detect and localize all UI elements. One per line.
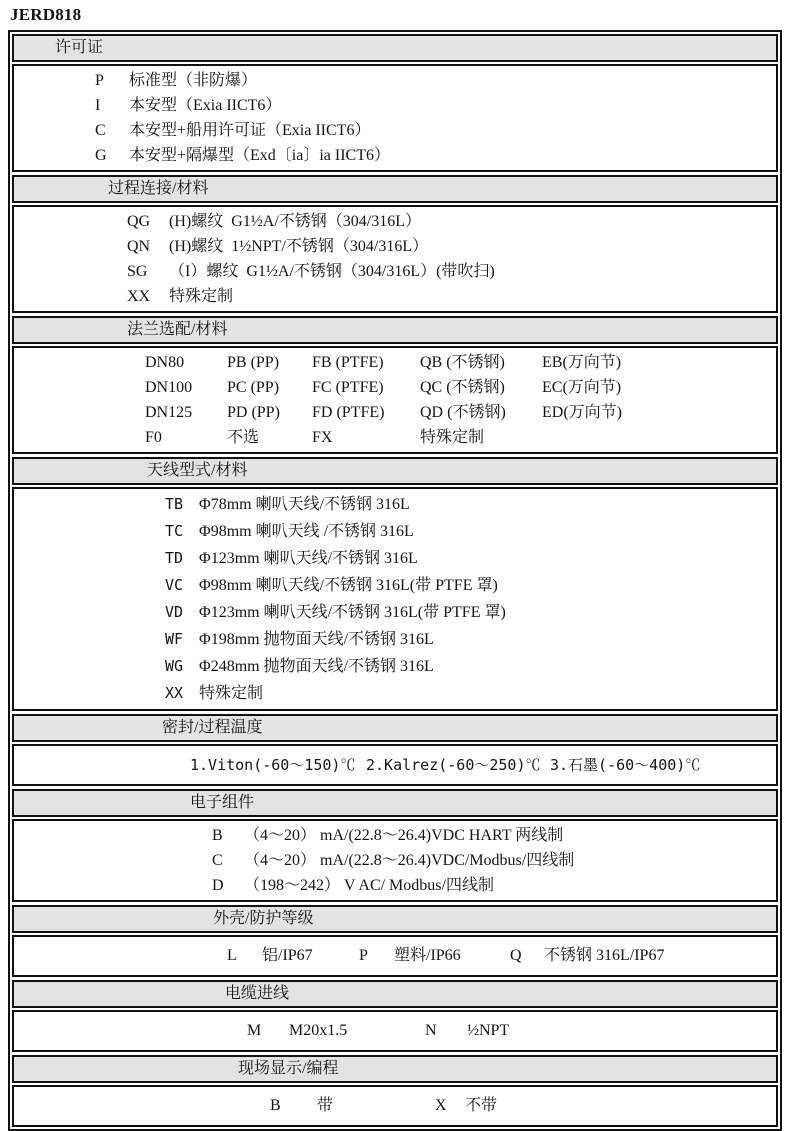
grid-cell: 特殊定制	[420, 429, 485, 446]
section-header-antenna	[12, 457, 778, 485]
option-desc: Φ123mm 喇叭天线/不锈钢 316L	[199, 550, 418, 567]
option-row	[14, 753, 776, 777]
option-row	[14, 545, 776, 572]
option-row	[14, 680, 776, 707]
section-header-label: 电子组件	[190, 794, 255, 811]
grid-cell: DN80	[145, 354, 185, 371]
grid-cell: QB (不锈钢)	[420, 354, 505, 371]
option-desc: 不带	[465, 1097, 498, 1114]
option-code: TB	[165, 495, 184, 513]
option-desc: 标准型（非防爆）	[129, 72, 258, 89]
grid-cell: FB (PTFE)	[312, 354, 384, 371]
option-row	[14, 848, 776, 873]
grid-cell: FC (PTFE)	[312, 379, 384, 396]
grid-cell: ED(万向节)	[542, 404, 622, 421]
option-code: XX	[165, 684, 184, 702]
section-header-display-programming	[12, 1055, 778, 1083]
option-row	[14, 1094, 776, 1118]
option-code: WG	[165, 657, 184, 675]
grid-cell: F0	[145, 429, 162, 446]
option-code: M	[247, 1022, 262, 1039]
option-row	[14, 209, 776, 234]
grid-cell: EB(万向节)	[542, 354, 622, 371]
flange-row	[14, 400, 776, 425]
option-row	[14, 873, 776, 898]
option-desc: Φ98mm 喇叭天线/不锈钢 316L(带 PTFE 罩)	[199, 577, 498, 594]
option-desc: 本安型（Exia IICT6）	[129, 97, 282, 114]
option-code: SG	[127, 263, 148, 280]
option-desc: M20x1.5	[289, 1022, 348, 1039]
section-header-housing	[12, 905, 778, 933]
temperature-option: 2.Kalrez(-60～250)℃	[366, 756, 541, 774]
option-desc: 铝/IP67	[262, 947, 313, 964]
option-code: VD	[165, 603, 184, 621]
section-body-electronics	[12, 819, 778, 902]
grid-cell: QC (不锈钢)	[420, 379, 505, 396]
option-desc: Φ248mm 抛物面天线/不锈钢 316L	[199, 658, 434, 675]
option-code: X	[435, 1097, 447, 1114]
flange-row	[14, 375, 776, 400]
grid-cell: PB (PP)	[227, 354, 280, 371]
page-title: JERD818	[10, 5, 82, 24]
option-code: P	[95, 72, 104, 89]
option-desc: 带	[317, 1097, 334, 1114]
section-header-electronics	[12, 789, 778, 817]
option-row	[14, 259, 776, 284]
section-header-label: 过程连接/材料	[108, 180, 209, 197]
flange-row	[14, 425, 776, 450]
option-desc: ½NPT	[467, 1022, 510, 1039]
option-code: I	[95, 97, 101, 114]
option-code: L	[227, 947, 237, 964]
option-row	[14, 234, 776, 259]
section-header-process-connection	[12, 175, 778, 203]
option-code: P	[359, 947, 368, 964]
option-desc: （198～242） V AC/ Modbus/四线制	[244, 877, 494, 894]
section-header-license	[12, 34, 778, 62]
option-row	[14, 599, 776, 626]
option-code: D	[212, 877, 224, 894]
grid-cell: PD (PP)	[227, 404, 280, 421]
section-header-flange	[12, 316, 778, 344]
option-row	[14, 626, 776, 653]
option-row	[14, 653, 776, 680]
section-body-license	[12, 64, 778, 172]
option-desc: 本安型+船用许可证（Exia IICT6）	[129, 122, 371, 139]
option-code: N	[425, 1022, 437, 1039]
option-code: C	[212, 852, 223, 869]
temperature-option: 3.石墨(-60～400)℃	[550, 756, 701, 774]
option-code: G	[95, 147, 107, 164]
grid-cell: DN100	[145, 379, 193, 396]
order-code-table	[8, 30, 782, 1131]
grid-cell: FX	[312, 429, 333, 446]
grid-cell: PC (PP)	[227, 379, 280, 396]
section-header-label: 法兰选配/材料	[127, 321, 228, 338]
option-code: B	[270, 1097, 281, 1114]
option-row	[14, 572, 776, 599]
option-row	[14, 1019, 776, 1043]
option-code: QN	[127, 238, 151, 255]
section-header-label: 外壳/防护等级	[213, 910, 314, 927]
section-header-label: 密封/过程温度	[162, 719, 263, 736]
section-body-seal-temperature	[12, 744, 778, 786]
option-desc: Φ78mm 喇叭天线/不锈钢 316L	[199, 496, 410, 513]
option-row	[14, 491, 776, 518]
option-desc: 特殊定制	[169, 288, 234, 305]
option-desc: Φ123mm 喇叭天线/不锈钢 316L(带 PTFE 罩)	[199, 604, 506, 621]
option-desc: 塑料/IP66	[394, 947, 461, 964]
option-code: XX	[127, 288, 151, 305]
section-header-cable-entry	[12, 980, 778, 1008]
option-code: TC	[165, 522, 184, 540]
option-code: VC	[165, 576, 184, 594]
option-desc: （I）螺纹 G1½A/不锈钢（304/316L）(带吹扫)	[169, 263, 495, 280]
option-row	[14, 68, 776, 93]
section-header-label: 现场显示/编程	[238, 1060, 339, 1077]
option-desc: 特殊定制	[199, 685, 264, 702]
option-row	[14, 944, 776, 968]
grid-cell: DN125	[145, 404, 193, 421]
section-header-label: 许可证	[55, 39, 104, 56]
option-desc: （4～20） mA/(22.8～26.4)VDC HART 两线制	[244, 827, 564, 844]
option-row	[14, 518, 776, 545]
option-code: WF	[165, 630, 184, 648]
grid-cell: 不选	[227, 429, 260, 446]
temperature-option: 1.Viton(-60～150)℃	[190, 756, 356, 774]
section-body-housing	[12, 935, 778, 977]
option-desc: Φ98mm 喇叭天线 /不锈钢 316L	[199, 523, 414, 540]
section-body-cable-entry	[12, 1010, 778, 1052]
section-header-label: 电缆进线	[225, 985, 290, 1002]
option-code: Q	[510, 947, 522, 964]
option-row	[14, 93, 776, 118]
option-code: C	[95, 122, 106, 139]
section-body-display-programming	[12, 1085, 778, 1127]
option-desc: （4～20） mA/(22.8～26.4)VDC/Modbus/四线制	[244, 852, 575, 869]
option-desc: 本安型+隔爆型（Exd〔ia〕ia IICT6）	[129, 147, 390, 164]
grid-cell: QD (不锈钢)	[420, 404, 506, 421]
section-body-flange	[12, 346, 778, 454]
flange-row	[14, 350, 776, 375]
option-code: TD	[165, 549, 184, 567]
grid-cell: FD (PTFE)	[312, 404, 385, 421]
option-desc: (H)螺纹 1½NPT/不锈钢（304/316L）	[169, 238, 429, 255]
option-desc: 不锈钢 316L/IP67	[544, 947, 665, 964]
option-desc: (H)螺纹 G1½A/不锈钢（304/316L）	[169, 213, 421, 230]
option-row	[14, 823, 776, 848]
option-desc: Φ198mm 抛物面天线/不锈钢 316L	[199, 631, 434, 648]
option-row	[14, 143, 776, 168]
option-code: QG	[127, 213, 151, 230]
section-header-seal-temperature	[12, 714, 778, 742]
section-header-label: 天线型式/材料	[147, 462, 248, 479]
grid-cell: EC(万向节)	[542, 379, 622, 396]
section-body-antenna	[12, 487, 778, 711]
option-row	[14, 118, 776, 143]
option-code: B	[212, 827, 223, 844]
section-body-process-connection	[12, 205, 778, 313]
option-row	[14, 284, 776, 309]
